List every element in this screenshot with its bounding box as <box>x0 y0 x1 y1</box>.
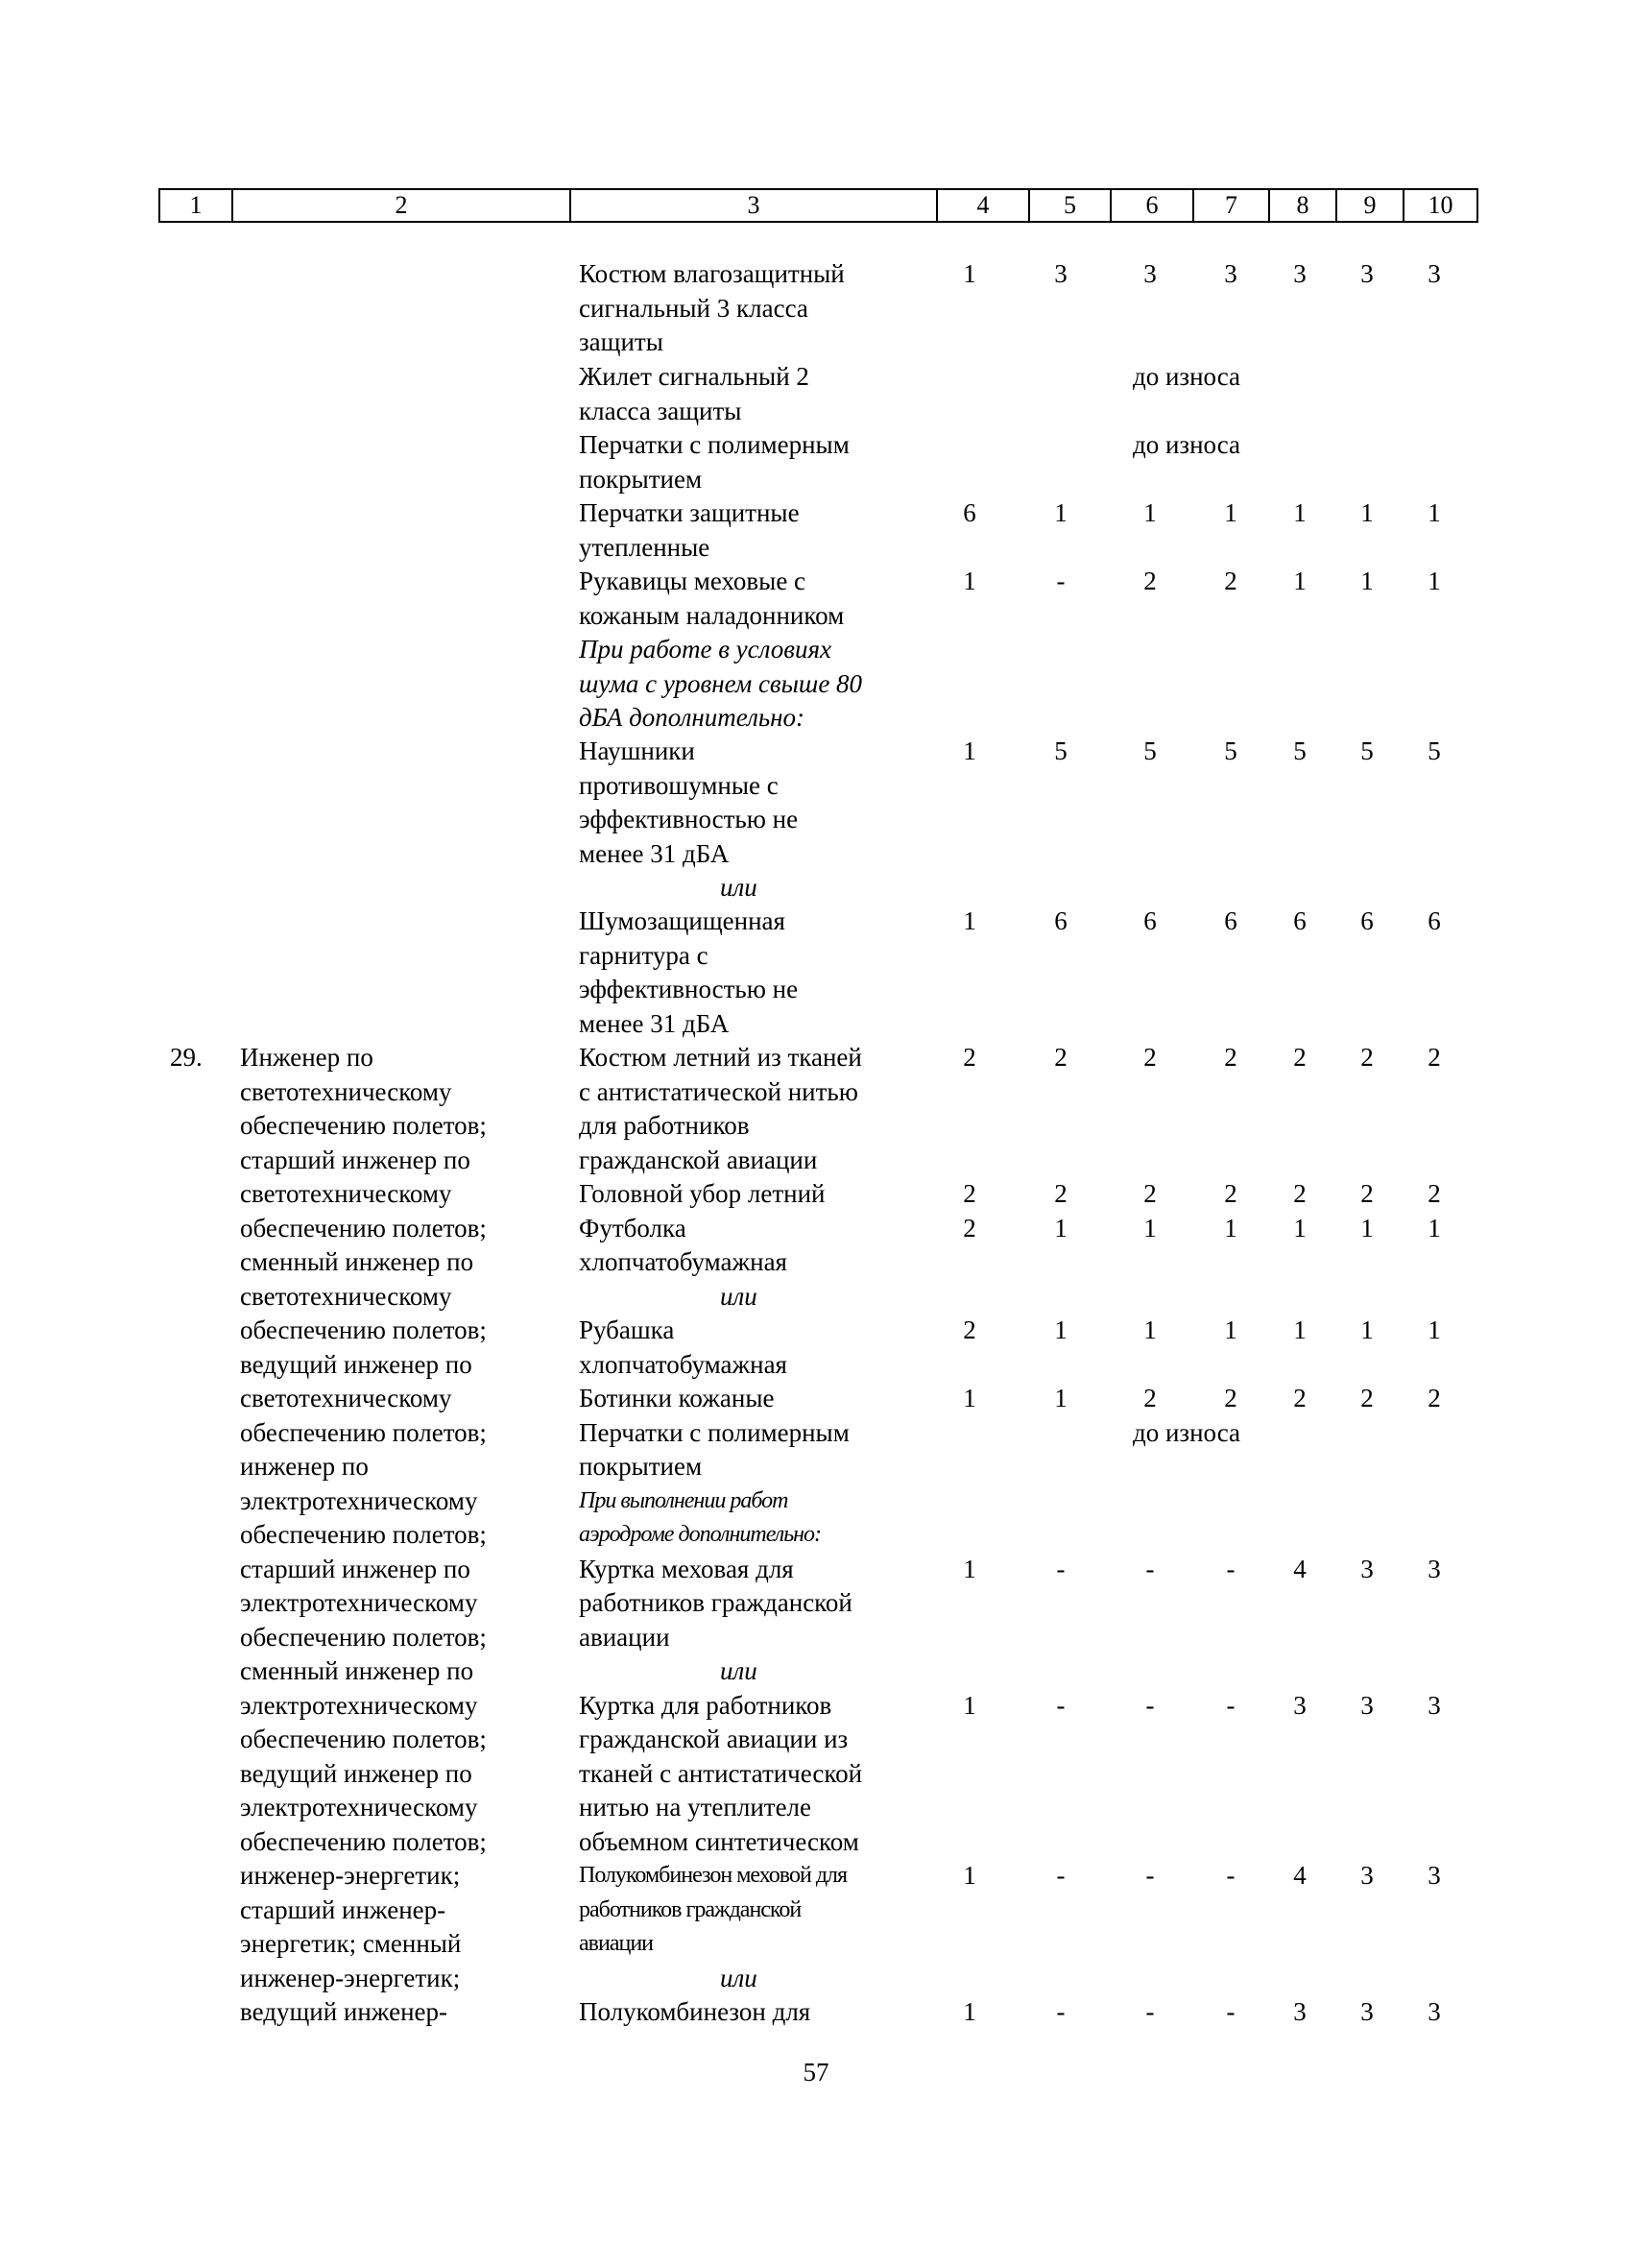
position-line: светотехническому <box>240 1076 452 1106</box>
value-col-6: 2 <box>1143 1179 1157 1208</box>
value-col-8: 2 <box>1293 1179 1307 1208</box>
value-col-5: 6 <box>1054 906 1068 935</box>
header-col-2: 2 <box>231 188 571 223</box>
item-name: для работников <box>579 1111 750 1140</box>
value-col-8: 5 <box>1293 736 1307 765</box>
value-col-5: - <box>1056 1554 1066 1583</box>
value-col-7: 1 <box>1224 498 1237 527</box>
value-col-10: 1 <box>1428 1213 1441 1243</box>
position-line: обеспечению полетов; <box>240 1520 487 1549</box>
value-col-9: 1 <box>1360 567 1374 595</box>
position-line: ведущий инженер по <box>240 1758 472 1788</box>
position-line: ведущий инженер по <box>240 1349 472 1379</box>
header-col-5: 5 <box>1028 188 1112 223</box>
value-col-10: 5 <box>1428 736 1441 765</box>
or-separator: или <box>720 1281 757 1311</box>
until-worn-out: до износа <box>1133 362 1241 391</box>
value-col-6: 1 <box>1143 1213 1157 1243</box>
item-name: хлопчатобумажная <box>579 1247 787 1276</box>
item-name: сигнальный 3 класса <box>579 293 808 323</box>
value-col-10: 2 <box>1428 1043 1441 1072</box>
value-col-6: 1 <box>1143 498 1157 527</box>
value-col-8: 1 <box>1293 567 1307 595</box>
value-col-7: 1 <box>1224 1315 1237 1344</box>
position-line: обеспечению полетов; <box>240 1725 487 1753</box>
value-col-5: - <box>1056 567 1066 595</box>
position-line: обеспечению полетов; <box>240 1622 487 1652</box>
value-col-6: 2 <box>1143 567 1157 595</box>
value-col-10: 3 <box>1428 1861 1441 1890</box>
value-col-6: 6 <box>1143 906 1157 935</box>
item-name: работников гражданской <box>579 1896 802 1922</box>
table-header <box>158 188 1478 225</box>
item-name: Полукомбинезон для <box>579 1997 811 2026</box>
item-name: эффективностью не <box>579 805 799 833</box>
item-name: нитью на утеплителе <box>579 1793 812 1822</box>
item-name: защиты <box>579 327 663 356</box>
position-line: электротехническому <box>240 1588 478 1617</box>
position-line: обеспечению полетов; <box>240 1111 487 1140</box>
value-col-7: - <box>1226 1861 1236 1890</box>
value-col-4: 1 <box>963 1690 976 1720</box>
value-col-4: 2 <box>963 1315 976 1344</box>
position-line: старший инженер по <box>240 1145 470 1174</box>
item-name: Жилет сигнальный 2 <box>579 362 809 391</box>
position-line: сменный инженер по <box>240 1656 474 1685</box>
item-name: противошумные с <box>579 770 779 800</box>
item-name: Перчатки защитные <box>579 498 800 527</box>
value-col-4: 1 <box>963 736 976 765</box>
value-col-7: 1 <box>1224 1213 1237 1243</box>
value-col-7: - <box>1226 1997 1236 2026</box>
item-name: Куртка меховая для <box>579 1554 794 1583</box>
value-col-7: - <box>1226 1554 1236 1583</box>
position-line: обеспечению полетов; <box>240 1213 487 1243</box>
header-col-1: 1 <box>158 188 233 223</box>
item-name: Ботинки кожаные <box>579 1384 775 1412</box>
value-col-7: 2 <box>1224 1179 1237 1208</box>
value-col-5: 5 <box>1054 736 1068 765</box>
value-col-8: 2 <box>1293 1043 1307 1072</box>
until-worn-out: до износа <box>1133 430 1241 459</box>
position-line: светотехническому <box>240 1384 452 1412</box>
value-col-4: 2 <box>963 1179 976 1208</box>
value-col-10: 1 <box>1428 567 1441 595</box>
item-name: авиации <box>579 1622 670 1652</box>
header-col-10: 10 <box>1403 188 1478 223</box>
value-col-10: 2 <box>1428 1384 1441 1412</box>
value-col-9: 2 <box>1360 1043 1374 1072</box>
header-col-3: 3 <box>569 188 938 223</box>
value-col-8: 3 <box>1293 259 1307 288</box>
value-col-5: 1 <box>1054 498 1068 527</box>
value-col-7: 2 <box>1224 1384 1237 1412</box>
item-name: Рубашка <box>579 1315 675 1344</box>
value-col-7: 6 <box>1224 906 1237 935</box>
note-text: аэродроме дополнительно: <box>579 1522 822 1547</box>
value-col-5: - <box>1056 1690 1066 1720</box>
value-col-4: 1 <box>963 259 976 288</box>
item-name: гарнитура с <box>579 940 708 970</box>
value-col-5: - <box>1056 1997 1066 2026</box>
item-name: Головной убор летний <box>579 1179 826 1208</box>
value-col-5: - <box>1056 1861 1066 1890</box>
value-col-6: - <box>1145 1690 1155 1720</box>
position-line: обеспечению полетов; <box>240 1315 487 1344</box>
value-col-10: 3 <box>1428 1997 1441 2026</box>
item-name: Куртка для работников <box>579 1690 832 1720</box>
value-col-4: 2 <box>963 1213 976 1243</box>
value-col-9: 1 <box>1360 1213 1374 1243</box>
item-name: покрытием <box>579 464 703 494</box>
value-col-8: 3 <box>1293 1690 1307 1720</box>
item-number: 29. <box>170 1043 203 1072</box>
value-col-4: 1 <box>963 1384 976 1412</box>
value-col-10: 2 <box>1428 1179 1441 1208</box>
value-col-9: 3 <box>1360 259 1374 288</box>
item-name: покрытием <box>579 1452 703 1481</box>
item-name: Полукомбинезон меховой для <box>579 1863 848 1888</box>
value-col-8: 4 <box>1293 1861 1307 1890</box>
item-name: Костюм влагозащитный <box>579 259 845 288</box>
position-line: обеспечению полетов; <box>240 1826 487 1856</box>
item-name: менее 31 дБА <box>579 838 730 868</box>
header-col-9: 9 <box>1335 188 1404 223</box>
item-name: тканей с антистатической <box>579 1758 863 1788</box>
header-col-8: 8 <box>1268 188 1337 223</box>
item-name: объемном синтетическом <box>579 1826 859 1856</box>
value-col-9: 2 <box>1360 1179 1374 1208</box>
item-name: Перчатки с полимерным <box>579 430 850 459</box>
value-col-4: 6 <box>963 498 976 527</box>
item-name: класса защиты <box>579 396 742 425</box>
value-col-5: 3 <box>1054 259 1068 288</box>
value-col-5: 2 <box>1054 1043 1068 1072</box>
value-col-4: 1 <box>963 1997 976 2026</box>
value-col-9: 3 <box>1360 1690 1374 1720</box>
position-line: электротехническому <box>240 1690 478 1720</box>
value-col-9: 1 <box>1360 1315 1374 1344</box>
position-line: светотехническому <box>240 1179 452 1208</box>
position-line: старший инженер- <box>240 1894 446 1924</box>
value-col-6: 2 <box>1143 1384 1157 1412</box>
item-name: Перчатки с полимерным <box>579 1417 850 1447</box>
header-col-4: 4 <box>936 188 1030 223</box>
item-name: Костюм летний из тканей <box>579 1043 862 1072</box>
position-line: электротехническому <box>240 1485 478 1515</box>
item-name: эффективностью не <box>579 975 799 1003</box>
value-col-9: 3 <box>1360 1861 1374 1890</box>
item-name: работников гражданской <box>579 1588 852 1617</box>
value-col-9: 6 <box>1360 906 1374 935</box>
value-col-10: 3 <box>1428 259 1441 288</box>
value-col-7: 5 <box>1224 736 1237 765</box>
value-col-6: 2 <box>1143 1043 1157 1072</box>
value-col-8: 2 <box>1293 1384 1307 1412</box>
item-name: с антистатической нитью <box>579 1076 858 1106</box>
position-line: электротехническому <box>240 1793 478 1822</box>
note-text: дБА дополнительно: <box>579 703 805 732</box>
value-col-9: 5 <box>1360 736 1374 765</box>
position-line: энергетик; сменный <box>240 1929 462 1958</box>
position-line: инженер-энергетик; <box>240 1861 461 1890</box>
item-name: Футболка <box>579 1213 686 1243</box>
until-worn-out: до износа <box>1133 1417 1241 1447</box>
header-col-7: 7 <box>1192 188 1270 223</box>
note-text: При работе в условиях <box>579 635 831 664</box>
or-separator: или <box>720 1963 757 1992</box>
value-col-10: 1 <box>1428 498 1441 527</box>
item-name: гражданской авиации <box>579 1145 818 1174</box>
position-line: инженер по <box>240 1452 369 1481</box>
value-col-7: - <box>1226 1690 1236 1720</box>
value-col-5: 1 <box>1054 1384 1068 1412</box>
value-col-6: - <box>1145 1997 1155 2026</box>
note-text: шума с уровнем свыше 80 <box>579 668 863 698</box>
item-name: авиации <box>579 1931 654 1956</box>
value-col-6: - <box>1145 1554 1155 1583</box>
position-line: обеспечению полетов; <box>240 1417 487 1447</box>
note-text: При выполнении работ <box>579 1487 788 1513</box>
value-col-5: 2 <box>1054 1179 1068 1208</box>
value-col-9: 3 <box>1360 1997 1374 2026</box>
value-col-4: 1 <box>963 1554 976 1583</box>
item-name: Рукавицы меховые с <box>579 567 806 595</box>
position-line: сменный инженер по <box>240 1247 474 1276</box>
item-name: Наушники <box>579 736 695 765</box>
item-name: менее 31 дБА <box>579 1008 730 1038</box>
value-col-8: 1 <box>1293 1213 1307 1243</box>
value-col-9: 3 <box>1360 1554 1374 1583</box>
header-col-6: 6 <box>1110 188 1194 223</box>
value-col-8: 6 <box>1293 906 1307 935</box>
value-col-7: 2 <box>1224 567 1237 595</box>
value-col-4: 1 <box>963 1861 976 1890</box>
item-name: Шумозащищенная <box>579 906 785 935</box>
value-col-10: 1 <box>1428 1315 1441 1344</box>
value-col-5: 1 <box>1054 1315 1068 1344</box>
position-line: светотехническому <box>240 1281 452 1311</box>
position-line: старший инженер по <box>240 1554 470 1583</box>
position-line: инженер-энергетик; <box>240 1963 461 1992</box>
value-col-6: - <box>1145 1861 1155 1890</box>
value-col-8: 3 <box>1293 1997 1307 2026</box>
value-col-6: 5 <box>1143 736 1157 765</box>
position-line: Инженер по <box>240 1043 373 1072</box>
value-col-10: 3 <box>1428 1690 1441 1720</box>
value-col-6: 1 <box>1143 1315 1157 1344</box>
position-line: ведущий инженер- <box>240 1997 447 2026</box>
value-col-10: 3 <box>1428 1554 1441 1583</box>
value-col-5: 1 <box>1054 1213 1068 1243</box>
value-col-4: 1 <box>963 906 976 935</box>
or-separator: или <box>720 1656 757 1685</box>
or-separator: или <box>720 873 757 902</box>
page-number: 57 <box>803 2058 829 2087</box>
item-name: утепленные <box>579 532 710 562</box>
item-name: гражданской авиации из <box>579 1725 849 1753</box>
value-col-6: 3 <box>1143 259 1157 288</box>
value-col-8: 1 <box>1293 1315 1307 1344</box>
value-col-8: 1 <box>1293 498 1307 527</box>
value-col-4: 2 <box>963 1043 976 1072</box>
value-col-9: 1 <box>1360 498 1374 527</box>
value-col-7: 2 <box>1224 1043 1237 1072</box>
value-col-9: 2 <box>1360 1384 1374 1412</box>
item-name: кожаным наладонником <box>579 600 845 630</box>
item-name: хлопчатобумажная <box>579 1349 787 1379</box>
value-col-4: 1 <box>963 567 976 595</box>
value-col-10: 6 <box>1428 906 1441 935</box>
value-col-7: 3 <box>1224 259 1237 288</box>
value-col-8: 4 <box>1293 1554 1307 1583</box>
